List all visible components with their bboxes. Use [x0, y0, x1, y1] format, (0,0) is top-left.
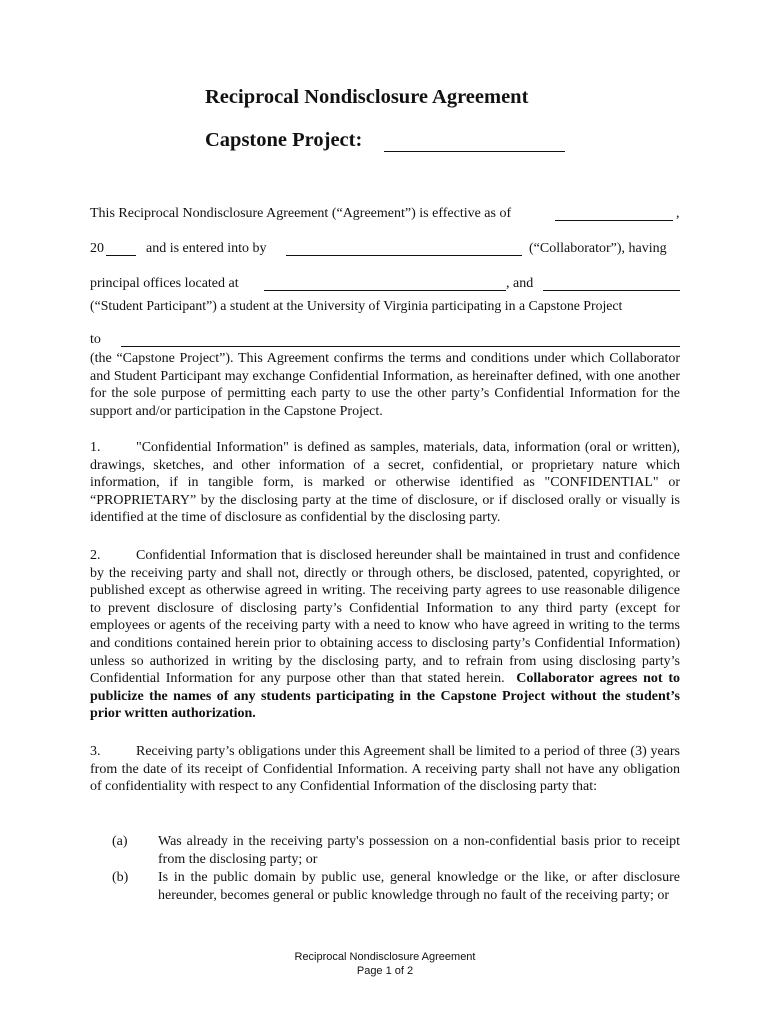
year-blank[interactable] [106, 255, 136, 256]
capstone-project-blank[interactable] [384, 151, 565, 152]
section-3 [90, 743, 680, 796]
section-2-text: Confidential Information that is disclosed hereunder shall be maintained in trust and confidence by the receiving party and shall not, directly or through others, be disclosed, patented, copyrighted, or published except as otherwise agreed in writing. The receiving party agrees to use reasonable diligence to prevent disclosure of disclosing party’s Confidential Information to any third party (except for employees or agents of the receiving party with a need to know who have agreed in writing to the terms and conditions contained herein prior to obtaining access to disclosing party’s Confidential Information) unless so authorized in writing by the disclosing party, and to refrain from using disclosing party’s Confidential Information for any purpose other than that stated herein. [90, 548, 680, 687]
section-1-number: 1. [90, 440, 101, 455]
section-3-number: 3. [90, 744, 101, 759]
effective-date-blank[interactable] [555, 220, 673, 221]
list-item-b-text: Is in the public domain by public use, general knowledge or the like, or after disclosure hereunder, becomes general or public knowledge through no fault of the receiving party; or [158, 870, 680, 903]
student-name-blank[interactable] [543, 290, 680, 291]
list-item-a-label: (a) [112, 834, 128, 849]
list-item-b-label: (b) [112, 870, 129, 885]
collaborator-name-blank[interactable] [286, 255, 522, 256]
document-title: Reciprocal Nondisclosure Agreement [205, 86, 529, 108]
section-1 [90, 439, 680, 527]
intro-paragraph [90, 350, 680, 420]
capstone-project-name-blank[interactable] [121, 346, 680, 347]
section-1-text: "Confidential Information" is defined as samples, materials, data, information (oral or written), drawings, sketches, and other information of a secret, confidential, or proprietary nature which information, if in tangible form, is marked or otherwise identified as "CONFIDENTIAL" or “PROPRIETARY” by the disclosing party at the time of disclosure, or if disclosed orally or visually is identified at the time of disclosure as confidential by the disclosing party. [90, 440, 680, 526]
year-prefix: 20 [90, 241, 104, 256]
intro-line-1-comma: , [676, 206, 680, 221]
intro-line-1: This Reciprocal Nondisclosure Agreement (“Agreement”) is effective as of [90, 206, 512, 221]
section-3-text: Receiving party’s obligations under this Agreement shall be limited to a period of three (3) years from the date of its receipt of Confidential Information. A receiving party shall not have any obligation of confidentiality with respect to any Confidential Information of the disclosing party that: [90, 744, 680, 795]
section-2-bold-text: Collaborator agrees not to publicize the names of any students participating in the Capstone Project without the student’s prior written authorization. [90, 671, 680, 722]
intro-line-2: and is entered into by [146, 241, 267, 256]
intro-line-5: to [90, 332, 101, 347]
intro-paragraph-text: (the “Capstone Project”). This Agreement confirms the terms and conditions under which Collaborator and Student Participant may exchange Confidential Information, as hereinafter defined, with one another for the sole purpose of permitting each party to use the other party’s Confidential Information for the support and/or participation in the Capstone Project. [90, 351, 680, 419]
page-footer [0, 951, 770, 978]
list-item-a-text: Was already in the receiving party's possession on a non-confidential basis prior to receipt from the disclosing party; or [158, 834, 680, 867]
page-number: Page 1 of 2 [356, 964, 414, 977]
intro-line-3: principal offices located at [90, 276, 239, 291]
principal-offices-blank[interactable] [264, 290, 506, 291]
footer-title: Reciprocal Nondisclosure Agreement [294, 951, 476, 963]
collaborator-label: (“Collaborator”), having [529, 241, 667, 256]
capstone-project-label: Capstone Project: [205, 129, 363, 151]
section-2-number: 2. [90, 548, 101, 563]
intro-line-4: (“Student Participant”) a student at the University of Virginia participating in a Capstone Project [90, 298, 623, 313]
intro-line-3-and: , and [506, 276, 534, 291]
section-2 [90, 547, 680, 723]
